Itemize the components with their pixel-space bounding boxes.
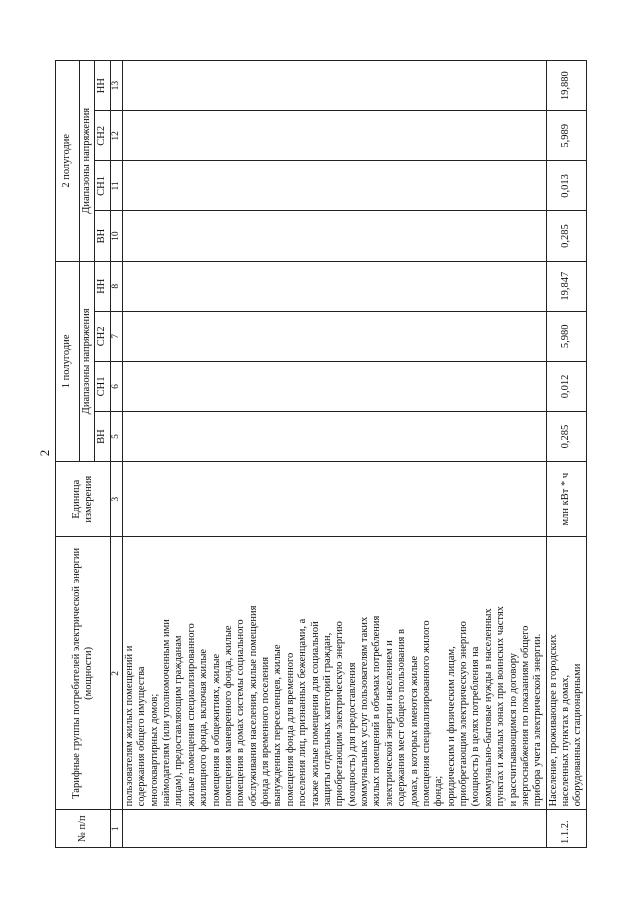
index-cell: 12: [110, 111, 122, 161]
index-cell: 13: [110, 61, 122, 111]
header-nn-1: НН: [95, 261, 110, 311]
description-line: помещения фонда для временного: [284, 652, 296, 807]
empty-cell: [122, 161, 546, 211]
empty-cell: [122, 411, 546, 461]
description-line: вынужденных переселенцев, жилые: [272, 644, 284, 807]
empty-cell: [122, 211, 546, 261]
description-line: (мощность) в целях потребления на: [470, 646, 482, 807]
index-cell: 6: [110, 361, 122, 411]
description-text: [122, 537, 546, 810]
description-line: приобретающим электрическую энергию: [458, 621, 470, 807]
header-half1: 1 полугодие: [56, 261, 80, 461]
header-sn2-1: СН2: [95, 311, 110, 361]
index-cell: 7: [110, 311, 122, 361]
description-line: помещения специализированного жилого: [420, 620, 432, 807]
description-line: фонда для временного поселения: [260, 656, 272, 807]
description-line: приобретающим электрическую энергию: [334, 621, 346, 807]
description-unit-cell: [122, 462, 546, 537]
row-unit: млн кВт * ч: [546, 462, 586, 537]
table-row-1-1-2: [546, 61, 586, 848]
description-line: фонда;: [433, 775, 445, 807]
empty-cell: [122, 111, 546, 161]
index-cell: 3: [110, 462, 122, 537]
value-h2-nn: 19,880: [546, 61, 586, 111]
description-line: коммунальных услуг пользователям таких: [359, 616, 371, 807]
page-number: 2: [37, 449, 52, 457]
description-line: пунктах и жилых зонах при воинских частях: [495, 606, 507, 807]
header-name: Тарифные группы потребителей электрической энергии (мощности): [56, 537, 111, 810]
row-name-line: оборудованных стационарными: [572, 663, 584, 807]
description-line: обслуживания населения, жилые помещения: [247, 605, 259, 807]
description-line: коммунально-бытовые нужды в населенных: [482, 608, 494, 807]
header-vn-1: ВН: [95, 411, 110, 461]
index-cell: 1: [110, 810, 122, 848]
header-sn2-2: СН2: [95, 111, 110, 161]
value-h1-sn2: 5,980: [546, 311, 586, 361]
description-line: поселения лиц, признанных беженцами, а: [297, 618, 309, 807]
description-line: пользователям жилых помещений и: [123, 645, 135, 807]
description-line: жилищного фонда, включая жилые: [198, 648, 210, 807]
empty-cell: [122, 361, 546, 411]
description-line: жилые помещения специализированного: [185, 623, 197, 807]
index-cell: 5: [110, 411, 122, 461]
description-line: помещения в домах системы социального: [235, 619, 247, 807]
value-h2-vn: 0,285: [546, 211, 586, 261]
description-line: содержания общего имущества: [136, 666, 148, 807]
empty-cell: [122, 61, 546, 111]
description-line: домах, в которых имеются жилые: [408, 655, 420, 807]
index-cell: 8: [110, 261, 122, 311]
row-name-line: населенных пунктах в домах,: [560, 674, 572, 807]
value-h1-sn1: 0,012: [546, 361, 586, 411]
row-name-line: Население, проживающее в городских: [547, 634, 559, 807]
header-nn-2: НН: [95, 61, 110, 111]
description-line: прибора учета электрической энергии.: [532, 633, 544, 807]
empty-cell: [122, 261, 546, 311]
description-line: (мощность) для предоставления: [346, 662, 358, 807]
column-index-row: [110, 61, 122, 848]
description-line: помещения в общежитиях, жилые: [210, 653, 222, 807]
description-line: содержания мест общего пользования в: [396, 629, 408, 807]
row-name: [546, 537, 586, 810]
value-h2-sn2: 5,989: [546, 111, 586, 161]
value-h1-nn: 19,847: [546, 261, 586, 311]
description-line: и рассчитывающимся по договору: [507, 652, 519, 807]
value-h2-sn1: 0,013: [546, 161, 586, 211]
description-line: энергоснабжения по показаниям общего: [519, 625, 531, 807]
header-half2: 2 полугодие: [56, 61, 80, 262]
description-line: помещения маневренного фонда, жилые: [222, 625, 234, 807]
header-sn1-2: СН1: [95, 161, 110, 211]
header-num: № п/п: [56, 810, 111, 848]
description-line: юридическим и физическим лицам,: [445, 646, 457, 807]
description-line: многоквартирных домов;: [148, 693, 160, 807]
rotated-tariff-table: [55, 60, 584, 848]
index-cell: 11: [110, 161, 122, 211]
header-vn-2: ВН: [95, 211, 110, 261]
description-line: лицам), предоставляющим гражданам: [173, 635, 185, 807]
description-line: электрической энергии населением и: [383, 640, 395, 807]
value-h1-vn: 0,285: [546, 411, 586, 461]
tariff-table: [55, 60, 587, 848]
header-unit: Единица измерения: [56, 462, 111, 537]
description-line: защиты отдельных категорий граждан,: [321, 632, 333, 807]
description-line: наймодателям (или уполномоченным ими: [161, 619, 173, 807]
description-line: также жилые помещения для социальной: [309, 621, 321, 807]
description-line: жилых помещений в объемах потребления: [371, 615, 383, 807]
index-cell: 2: [110, 537, 122, 810]
empty-cell: [122, 311, 546, 361]
row-num: 1.1.2.: [546, 810, 586, 848]
table-row-description: [122, 61, 546, 848]
description-num-cell: [122, 810, 546, 848]
index-cell: 10: [110, 211, 122, 261]
header-voltage-range-2: Диапазоны напряжения: [80, 61, 95, 262]
header-sn1-1: СН1: [95, 361, 110, 411]
header-voltage-range-1: Диапазоны напряжения: [80, 261, 95, 461]
